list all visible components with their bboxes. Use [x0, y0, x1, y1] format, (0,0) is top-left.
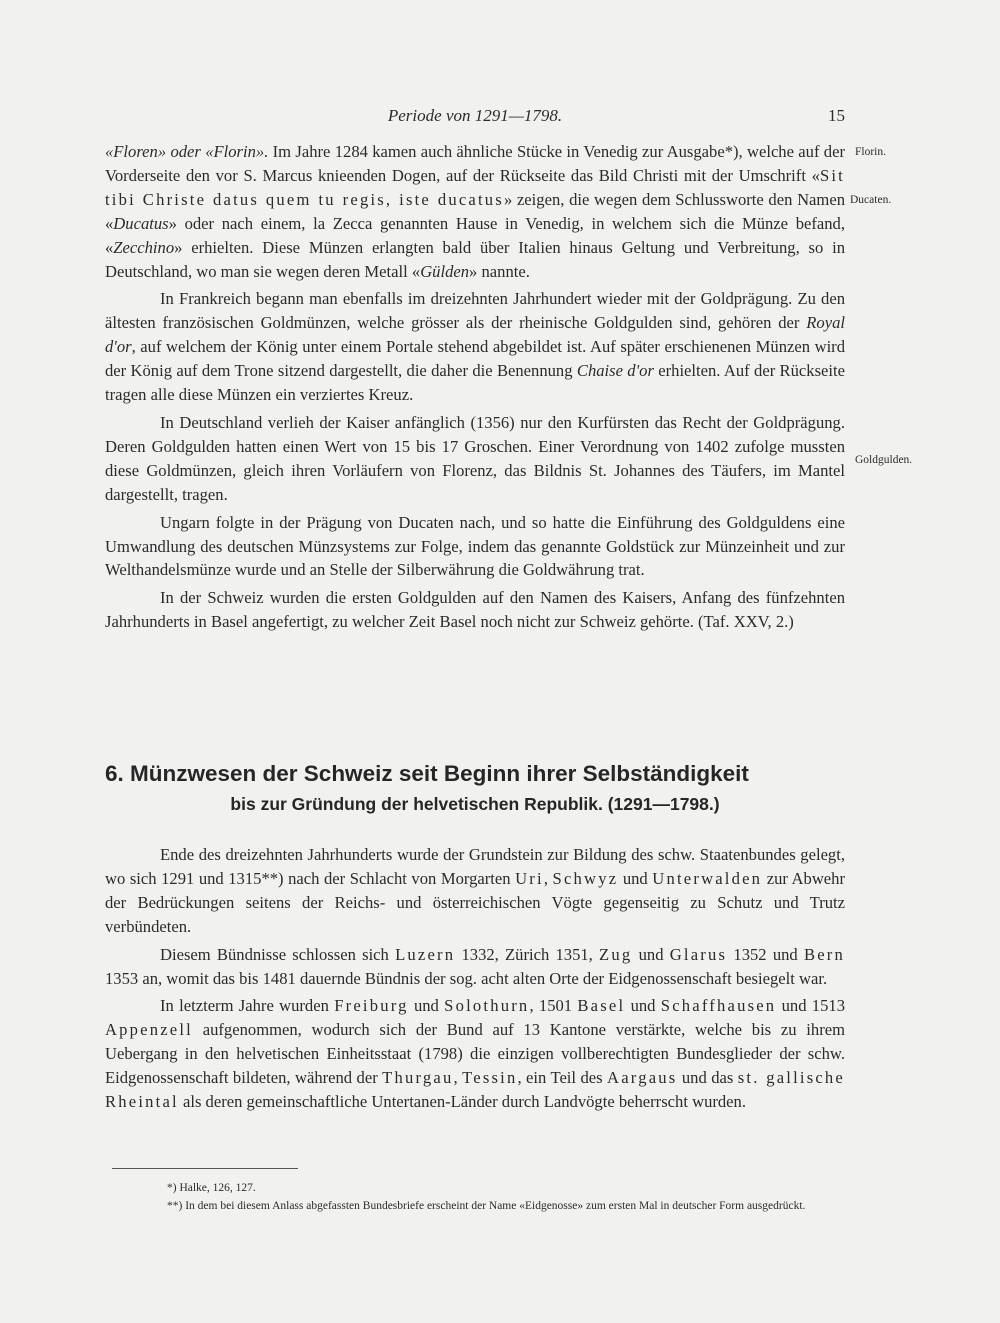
place-name: Solothurn — [444, 996, 530, 1016]
inscription-text: Sit tibi Christe datus quem tu regis, iste ducatus — [105, 165, 845, 209]
paragraph-text: zur Abwehr der Bedrückungen seitens der Reichs- und österreichischen Vögte gegenseitig zu Schutz und Trutz verbündeten. — [105, 868, 845, 936]
place-name: Unterwalden — [652, 868, 763, 888]
paragraph-text: und das — [677, 1068, 738, 1088]
paragraph-text: 1352 und — [727, 944, 804, 964]
paragraph-text: » oder nach einem, la Zecca genannten Hause in Venedig, in welchem sich die Münze befand, « — [105, 213, 845, 257]
paragraph-text: Im Jahre 1284 kamen auch ähnliche Stücke in Venedig zur Ausgabe*), welche auf der Vorderseite den vor S. Marcus knieenden Dogen, auf der Rückseite das Bild Christi mit der Umschrift « — [105, 142, 845, 185]
section-body — [105, 843, 845, 1114]
footnotes — [105, 1180, 850, 1215]
body-text — [105, 140, 845, 634]
paragraph-text: erhielten. Auf der Rückseite tragen alle diese Münzen ein verziertes Kreuz. — [105, 361, 845, 405]
paragraph — [105, 287, 845, 407]
place-name: Basel — [577, 996, 626, 1016]
paragraph-text: und 1513 — [776, 996, 845, 1016]
paragraph-text: 1353 an, womit das bis 1481 dauernde Bündnis der sog. acht alten Orte der Eidgenossenschaft besiegelt war. — [105, 968, 828, 988]
paragraph-text: » zeigen, die wegen dem Schlussworte den Namen « — [105, 189, 845, 233]
place-name: Luzern — [395, 944, 456, 964]
paragraph-italic: Ducatus — [113, 213, 169, 233]
paragraph-italic: Chaise d'or — [576, 361, 654, 381]
paragraph: In Deutschland verlieh der Kaiser anfänglich (1356) nur den Kurfürsten das Recht der Goldprägung. Deren Goldgulden hatten einen Wert von 15 bis 17 Groschen. Einer Verordnung von 1402 zufolge mussten diese Goldmünzen, gleich ihren Vorläufern von Florenz, das Bildnis St. Johannes des Täufers, im Mantel dargestellt, tragen. — [105, 412, 845, 504]
section-heading-line1: 6. Münzwesen der Schweiz seit Beginn ihrer Selbständigkeit — [105, 761, 749, 786]
place-name: Appenzell — [105, 1020, 193, 1040]
paragraph-text: Diesem Bündnisse schlossen sich — [160, 944, 396, 964]
section-heading-line2: bis zur Gründung der helvetischen Republik. (1291—1798.) — [230, 794, 720, 814]
place-name: st. gallische Rheintal — [105, 1068, 845, 1112]
paragraph — [105, 140, 845, 283]
paragraph-text: 1332, Zürich 1351, — [455, 944, 600, 964]
paragraph: In der Schweiz wurden die ersten Goldgulden auf den Namen des Kaisers, Anfang des fünfzehnten Jahrhunderts in Basel angefertigt, zu welcher Zeit Basel noch nicht zur Schweiz gehörte. (Taf. XXV, 2.) — [105, 588, 845, 632]
paragraph-text: , auf welchem der König unter einem Portale stehend abgebildet ist. Auf später erschienenen Münzen wird der König auf dem Trone sitzend dargestellt, die daher die Benennung — [105, 337, 845, 381]
paragraph-text: und — [625, 996, 661, 1016]
place-name: Glarus — [669, 944, 728, 964]
place-name: Schaffhausen — [660, 996, 777, 1016]
paragraph — [105, 994, 845, 1114]
place-name: Freiburg — [334, 996, 409, 1016]
paragraph — [105, 843, 845, 939]
paragraph-italic: Gülden — [420, 261, 470, 281]
place-name: Aargaus — [607, 1068, 678, 1088]
paragraph-text: , — [543, 868, 553, 888]
running-title: Periode von 1291—1798. — [387, 106, 563, 125]
place-name: Thurgau — [382, 1068, 454, 1088]
place-name: Tessin — [462, 1068, 518, 1088]
paragraph-text: und — [408, 996, 445, 1016]
section-heading — [105, 758, 845, 818]
paragraph-text: Ende des dreizehnten Jahrhunderts wurde der Grundstein zur Bildung des schw. Staatenbundes gelegt, wo sich 1291 und 1315**) nach der Schlacht von Morgarten — [105, 845, 845, 888]
paragraph-text: und — [632, 944, 670, 964]
paragraph — [105, 943, 845, 991]
page-number: 15 — [828, 106, 845, 125]
place-name: Schwyz — [552, 868, 619, 888]
paragraph-italic: «Floren» oder «Florin». — [105, 142, 269, 161]
paragraph-italic: Royal d'or — [105, 313, 845, 357]
page-header — [105, 106, 845, 130]
paragraph-text: aufgenommen, wodurch sich der Bund auf 13 Kantone verstärkte, welche bis zu ihrem Uebergang in den helvetischen Einheitsstaat (1798) die einzigen vollberechtigten Bundesglieder der schw. Eidgenossenschaft bildeten, während der — [105, 1020, 845, 1088]
margin-note-ducaten: Ducaten. — [850, 194, 892, 206]
paragraph-text: und — [618, 868, 653, 888]
place-name: Bern — [803, 944, 845, 964]
place-name: Uri — [515, 868, 544, 888]
margin-note-florin: Florin. — [855, 146, 886, 158]
footnote: *) Halke, 126, 127. — [167, 1182, 256, 1194]
paragraph: Ungarn folgte in der Prägung von Ducaten nach, und so hatte die Einführung des Goldguldens eine Umwandlung des deutschen Münzsystems zur Folge, indem das genannte Goldstück zur Münzeinheit und zur Welthandelsmünze wurde und an Stelle der Silberwährung die Goldwährung trat. — [105, 512, 845, 580]
margin-note-goldgulden: Goldgulden. — [855, 454, 913, 466]
paragraph-text: als deren gemeinschaftliche Untertanen-Länder durch Landvögte beherrscht wurden. — [178, 1092, 746, 1112]
paragraph-text: » erhielten. Diese Münzen erlangten bald über Italien hinaus Geltung und Verbreitung, so in Deutschland, wo man sie wegen deren Metall « — [105, 237, 845, 281]
place-name: Zug — [599, 944, 633, 964]
paragraph-text: In letzterm Jahre wurden — [160, 996, 335, 1016]
paragraph-text: , — [453, 1068, 463, 1088]
footnote: **) In dem bei diesem Anlass abgefassten Bundesbriefe erscheint der Name «Eidgenosse» zum ersten Mal in deutscher Form ausgedrückt. — [167, 1199, 806, 1212]
paragraph-text: , ein Teil des — [517, 1068, 608, 1088]
paragraph-italic: Zecchino — [113, 237, 175, 257]
paragraph-text: » nannte. — [469, 261, 530, 281]
paragraph-text: In Frankreich begann man ebenfalls im dreizehnten Jahrhundert wieder mit der Goldprägung. Zu den ältesten französischen Goldmünzen, welche grösser als der rheinische Goldgulden sind, gehören der — [105, 289, 845, 333]
paragraph-text: , 1501 — [529, 996, 578, 1016]
footnote-divider — [112, 1168, 298, 1169]
